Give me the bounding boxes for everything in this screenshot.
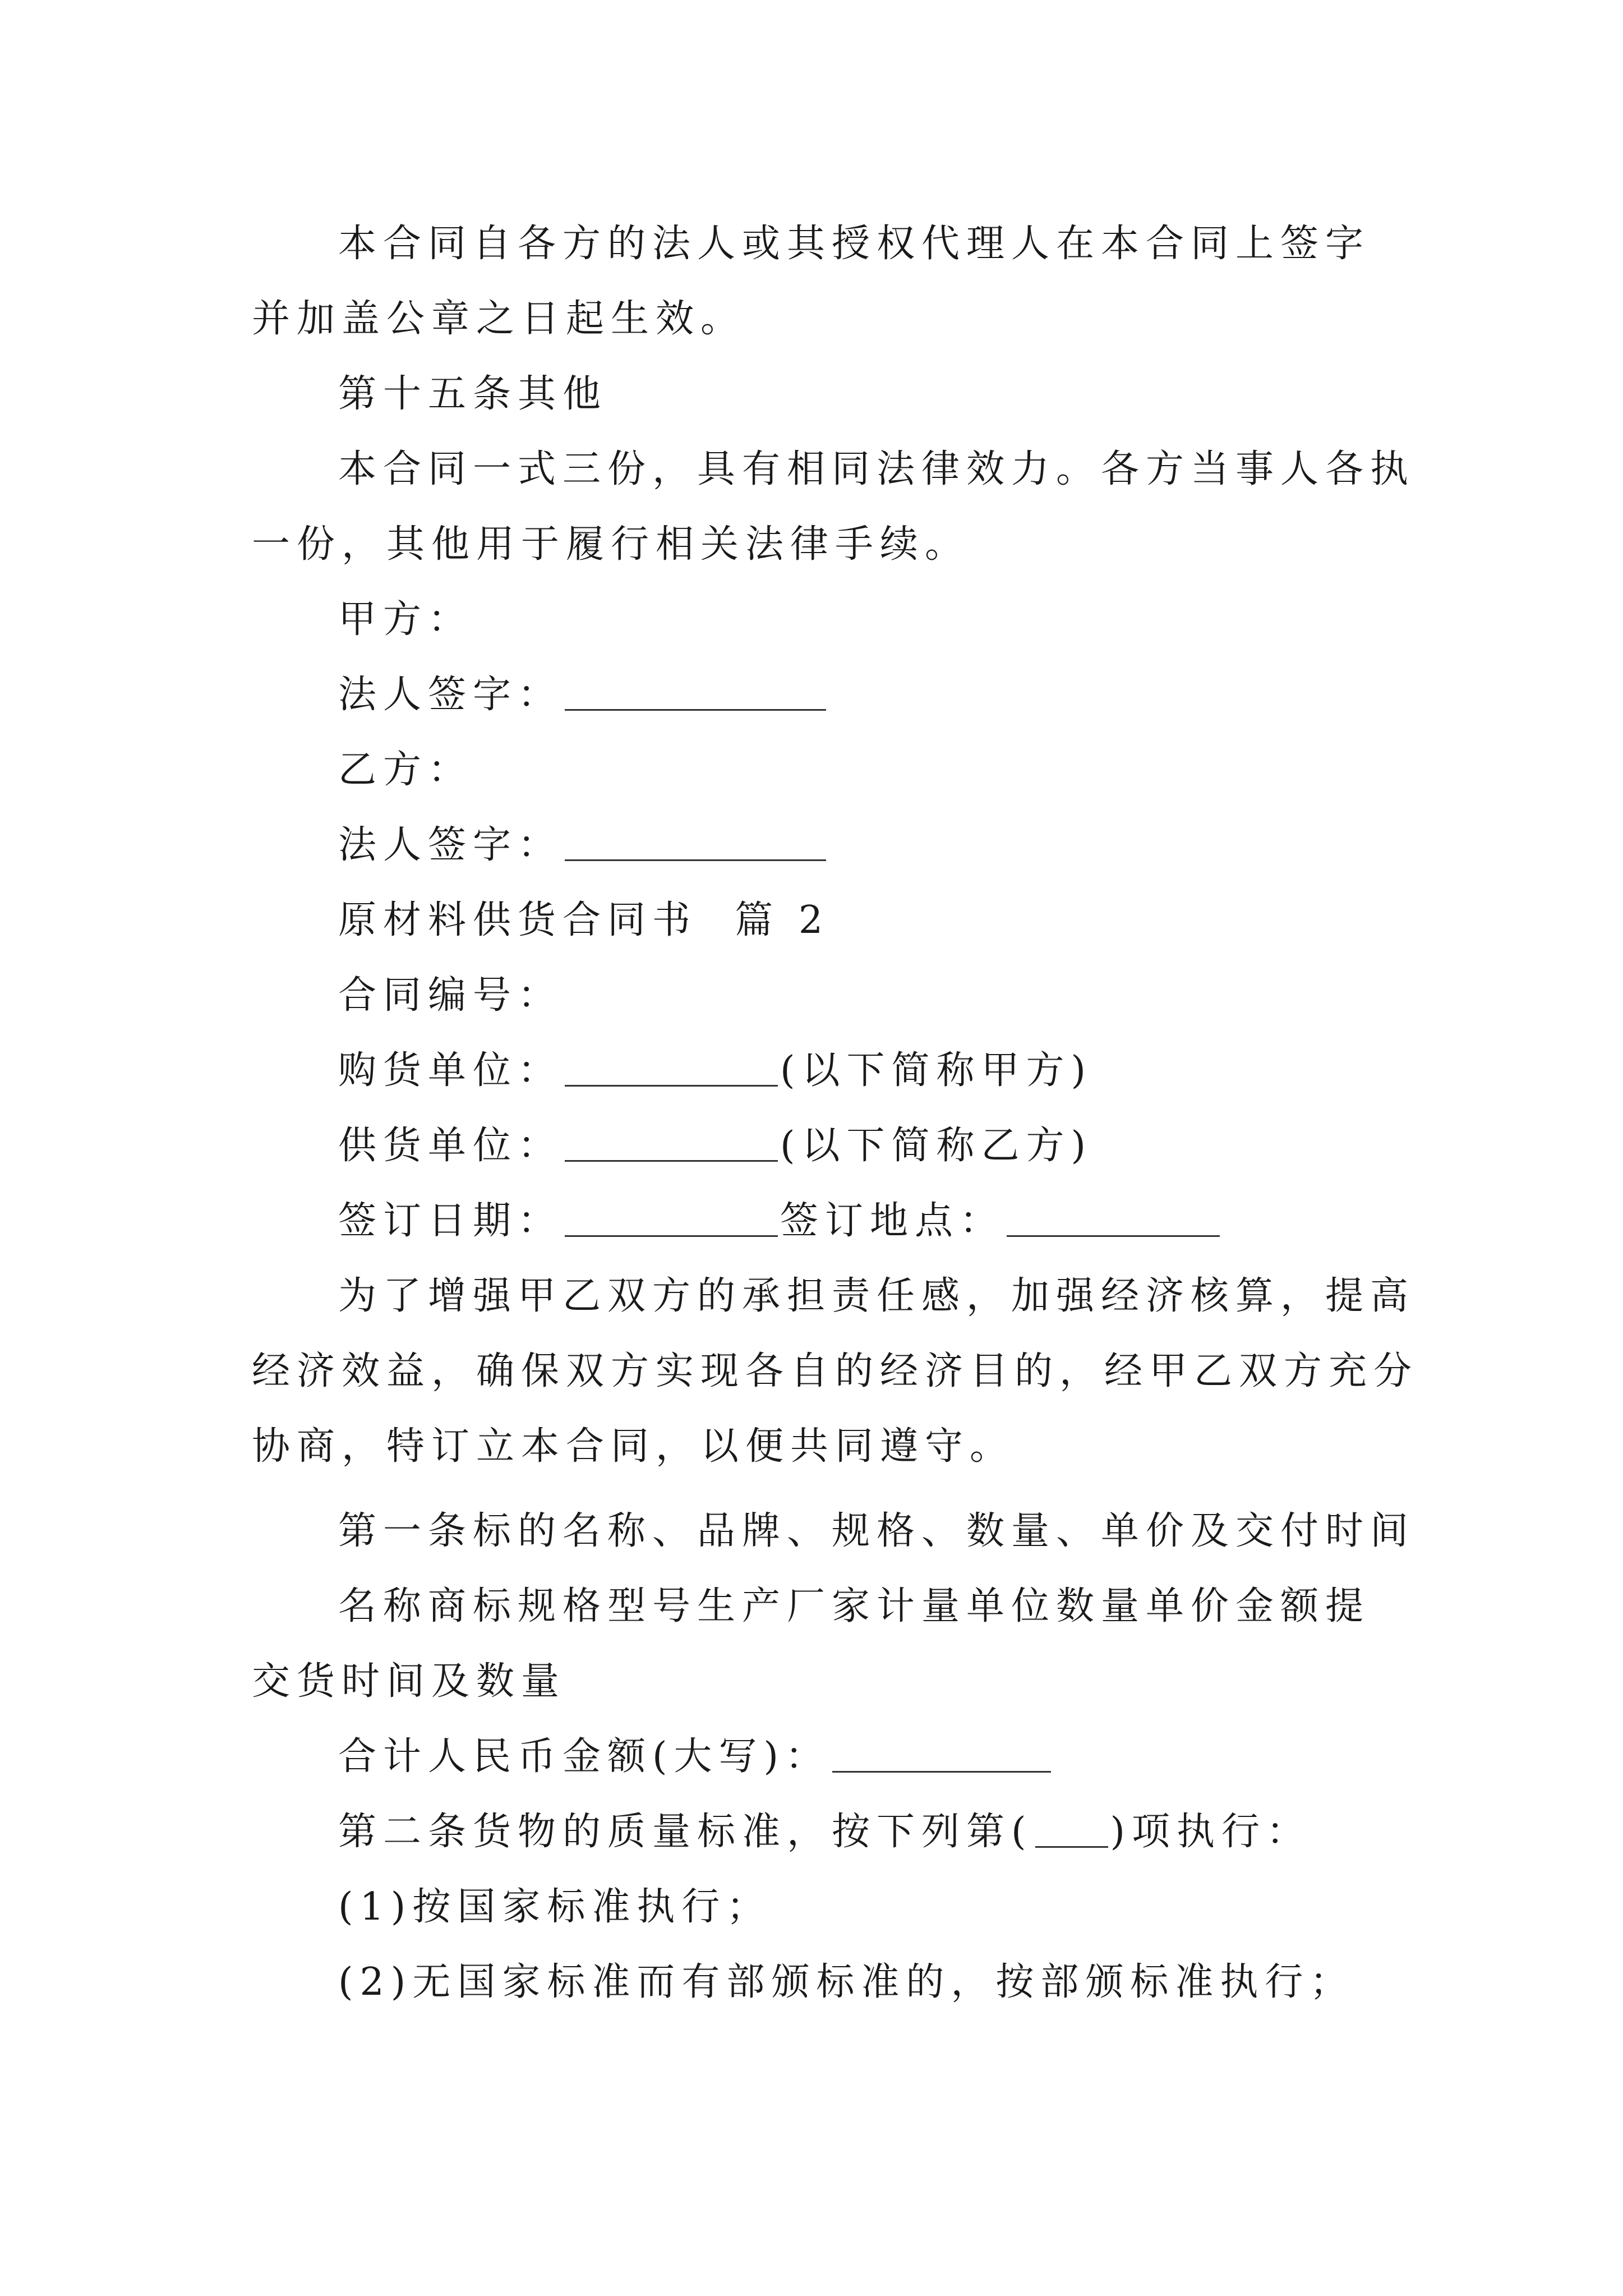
contract-number-label: 合同编号： xyxy=(338,973,563,1018)
article-2-suffix: )项执行： xyxy=(1110,1810,1312,1854)
article-2-prefix: 第二条货物的质量标准，按下列第( xyxy=(338,1810,1033,1854)
supplier-blank xyxy=(565,1126,778,1162)
total-amount-label: 合计人民币金额(大写)： xyxy=(338,1734,831,1779)
buyer-blank xyxy=(565,1051,778,1087)
sign-date-blank xyxy=(565,1202,778,1237)
buyer-suffix: (以下简称甲方) xyxy=(780,1048,1093,1093)
signature-blank xyxy=(565,675,826,711)
article-2-row xyxy=(338,1804,1311,1860)
article-15-heading: 第十五条其他 xyxy=(338,372,608,416)
party-a-label: 甲方： xyxy=(338,597,473,642)
signature-blank xyxy=(565,826,826,861)
party-a-signature-row xyxy=(338,667,828,723)
article-1-heading: 第一条标的名称、品牌、规格、数量、单价及交付时间 xyxy=(338,1509,1415,1553)
paragraph-effective-line2: 并加盖公章之日起生效。 xyxy=(252,297,746,341)
columns-line1: 名称商标规格型号生产厂家计量单位数量单价金额提 xyxy=(338,1584,1371,1628)
paragraph-copies-line2: 一份，其他用于履行相关法律手续。 xyxy=(252,522,970,567)
paragraph-effective-line1: 本合同自各方的法人或其授权代理人在本合同上签字 xyxy=(338,222,1371,266)
section-title-part2: 原材料供货合同书 篇 2 xyxy=(338,898,830,942)
supplier-suffix: (以下简称乙方) xyxy=(780,1124,1093,1168)
quality-item-1: (1)按国家标准执行； xyxy=(338,1885,772,1929)
party-b-label: 乙方： xyxy=(338,748,473,792)
intro-line1: 为了增强甲乙双方的承担责任感，加强经济核算，提高 xyxy=(338,1274,1415,1318)
supplier-label: 供货单位： xyxy=(338,1124,563,1168)
sign-place-blank xyxy=(1007,1202,1220,1237)
total-amount-row xyxy=(338,1729,1053,1785)
intro-line2: 经济效益，确保双方实现各自的经济目的，经甲乙双方充分 xyxy=(252,1349,1419,1393)
columns-line2: 交货时间及数量 xyxy=(252,1659,566,1704)
quality-item-2: (2)无国家标准而有部颁标准的，按部颁标准执行； xyxy=(338,1960,1355,2004)
signature-label: 法人签字： xyxy=(338,673,563,717)
paragraph-copies-line1: 本合同一式三份，具有相同法律效力。各方当事人各执 xyxy=(338,447,1415,491)
signature-label: 法人签字： xyxy=(338,823,563,867)
supplier-row xyxy=(338,1118,1092,1174)
buyer-label: 购货单位： xyxy=(338,1048,563,1093)
party-b-signature-row xyxy=(338,817,828,873)
sign-place-label: 签订地点： xyxy=(780,1199,1005,1243)
buyer-row xyxy=(338,1043,1092,1099)
sign-date-place-row xyxy=(338,1193,1222,1249)
sign-date-label: 签订日期： xyxy=(338,1199,563,1243)
intro-line3: 协商，特订立本合同，以便共同遵守。 xyxy=(252,1424,1015,1469)
total-amount-blank xyxy=(832,1737,1051,1773)
article-2-option-blank xyxy=(1035,1812,1108,1848)
